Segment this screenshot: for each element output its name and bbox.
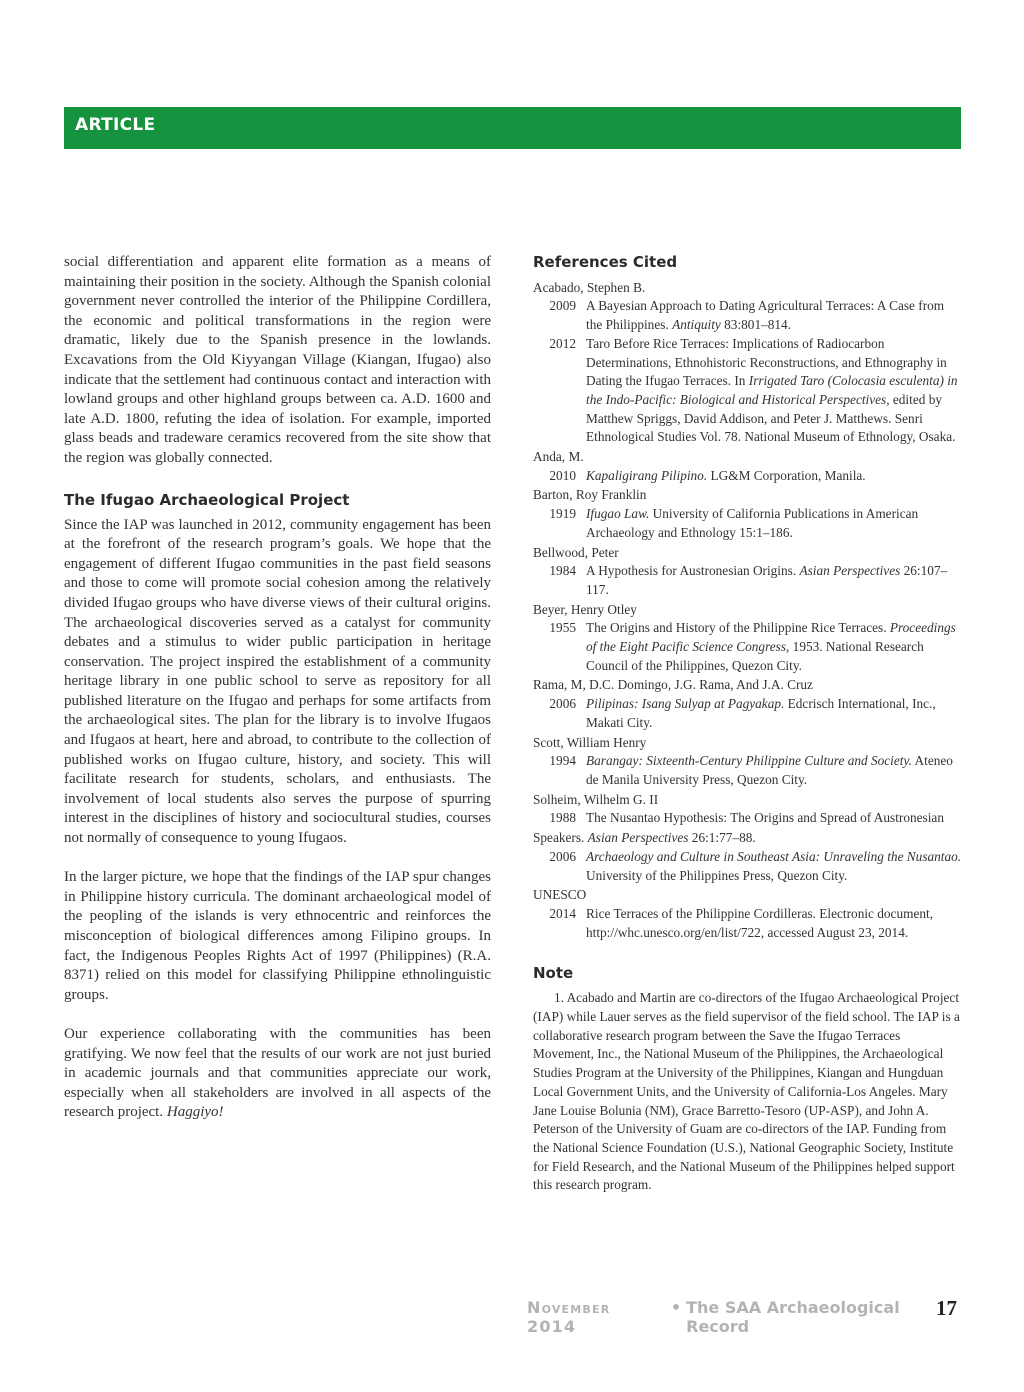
reference-text bbox=[586, 505, 962, 542]
reference-speakers-prefix: Speakers. bbox=[533, 830, 585, 846]
reference-year: 1955 bbox=[549, 620, 576, 636]
reference-author bbox=[533, 829, 962, 848]
reference-entry bbox=[533, 695, 962, 732]
reference-text bbox=[586, 695, 962, 732]
reference-year: 1988 bbox=[549, 810, 576, 826]
reference-author: Anda, M. bbox=[533, 449, 584, 465]
reference-entry bbox=[533, 752, 962, 789]
reference-details: 83:801–814. bbox=[724, 317, 792, 333]
reference-details: Ateneo de Manila University Press, Quezon City. bbox=[586, 753, 953, 787]
closing-paragraph bbox=[64, 1025, 491, 1123]
reference-details: University of the Philippines Press, Quezon City. bbox=[586, 867, 848, 883]
reference-text bbox=[586, 562, 962, 599]
reference-text bbox=[586, 467, 962, 486]
reference-details: Edcrisch International, Inc., Makati City. bbox=[586, 696, 936, 730]
reference-year: 2006 bbox=[549, 696, 576, 712]
intro-paragraph: social differentiation and apparent elite formation as a means of maintaining their position in the society. Although the Spanish colonial government never controlled the interior of the Philippine Cordillera, the economic and political transformations in the region were dramatic, likely due to the Spanish presence in the lowlands. Excavations from the Old Kiyyangan Village (Kiangan, Ifugao) also indicate that the settlement had continuous contact and interaction with lowland groups and other highland groups between ca. A.D. 1600 and late A.D. 1800, refuting the idea of isolation. For example, imported glass beads and tradeware ceramics recovered from the site show that the region was globally connected. bbox=[64, 254, 491, 466]
closing-word: Haggiyo! bbox=[166, 1104, 224, 1121]
reference-list bbox=[533, 279, 962, 828]
reference-text bbox=[586, 297, 962, 334]
reference-title: A Hypothesis for Austronesian Origins. bbox=[586, 563, 797, 579]
reference-entry bbox=[533, 809, 962, 828]
reference-text bbox=[586, 905, 962, 942]
reference-title: Taro Before Rice Terraces: Implications of Radiocarbon Determinations, Ethnohistoric Reconstructions, and Ethnography in Dating the Ifugao Terraces. In bbox=[586, 335, 947, 389]
reference-entry bbox=[533, 335, 962, 447]
reference-author: Bellwood, Peter bbox=[533, 544, 619, 560]
reference-text bbox=[586, 809, 962, 828]
reference-details: LG&M Corporation, Manila. bbox=[710, 467, 866, 483]
reference-title: The Origins and History of the Philippine Rice Terraces. bbox=[586, 620, 887, 636]
reference-author: Rama, M, D.C. Domingo, J.G. Rama, And J.A. Cruz bbox=[533, 677, 813, 693]
reference-entry bbox=[533, 619, 962, 675]
reference-title: Rice Terraces of the Philippine Cordilleras. Electronic document, http://whc.unesco.org/en/list/722, accessed August 23, 2014. bbox=[586, 905, 934, 940]
reference-author: Barton, Roy Franklin bbox=[533, 487, 647, 503]
reference-title: The Nusantao Hypothesis: The Origins and Spread of Austronesian bbox=[586, 810, 944, 826]
reference-year: 2006 bbox=[549, 848, 576, 864]
reference-year: 2012 bbox=[549, 335, 576, 351]
reference-italic: Proceedings of the Eight Pacific Science Congress, bbox=[586, 620, 956, 655]
page-footer bbox=[527, 1296, 967, 1336]
reference-entry bbox=[533, 505, 962, 542]
reference-year: 2010 bbox=[549, 467, 576, 483]
reference-text bbox=[586, 335, 962, 447]
reference-entry bbox=[533, 562, 962, 599]
footer-publication: The SAA Archaeological Record bbox=[686, 1298, 900, 1336]
reference-entry bbox=[533, 467, 962, 486]
reference-year: 1919 bbox=[549, 506, 576, 522]
reference-year: 1984 bbox=[549, 563, 576, 579]
right-column bbox=[533, 253, 962, 1195]
reference-entry bbox=[533, 905, 962, 942]
reference-details: edited by Matthew Spriggs, David Addison, and Peter J. Matthews. Senri Ethnological Studies Vol. 78. National Museum of Ethnology, Osaka. bbox=[586, 391, 956, 445]
closing-text: Our experience collaborating with the communities has been gratifying. We now feel that the results of our work are not just buried in academic journals and that communities appreciate our work, especially when all stakeholders are involved in all aspects of the research project. bbox=[64, 1025, 491, 1121]
left-column bbox=[64, 253, 491, 1123]
footer-month-year: November 2014 bbox=[527, 1298, 611, 1336]
reference-text bbox=[586, 619, 962, 675]
reference-author: Scott, William Henry bbox=[533, 734, 647, 750]
section-banner bbox=[64, 107, 961, 149]
reference-details: 1953. National Research Council of the Philippines, Quezon City. bbox=[586, 639, 924, 673]
reference-text bbox=[586, 752, 962, 789]
reference-details: 26:107–117. bbox=[586, 563, 948, 597]
reference-italic: Ifugao Law. bbox=[586, 506, 650, 522]
reference-year: 2009 bbox=[549, 298, 576, 314]
reference-italic: Asian Perspectives bbox=[799, 563, 901, 579]
reference-list-continued bbox=[533, 848, 962, 943]
section-heading: The Ifugao Archaeological Project bbox=[64, 490, 350, 509]
references-section bbox=[533, 253, 962, 942]
reference-details: University of California Publications in American Archaeology and Ethnology 15:1–186. bbox=[586, 506, 919, 540]
reference-italic: Kapaligirang Pilipino. bbox=[586, 467, 708, 483]
body-paragraph: In the larger picture, we hope that the findings of the IAP spur changes in Philippine history curricula. The dominant archaeological model of the peopling of the islands is very ethnocentric and reinforces the misconception of biological differences among Filipino groups. In fact, the Indigenous Peoples Rights Act of 1997 (Philippines) (R.A. 8371) relied on this model for classifying Philippine ethnolinguistic groups. bbox=[64, 869, 491, 1003]
reference-author: Solheim, Wilhelm G. II bbox=[533, 791, 659, 807]
reference-title: A Bayesian Approach to Dating Agricultural Terraces: A Case from the Philippines. bbox=[586, 298, 945, 333]
reference-year: 2014 bbox=[549, 905, 576, 921]
section-label: ARTICLE bbox=[75, 115, 156, 135]
reference-italic: Pilipinas: Isang Sulyap at Pagyakap. bbox=[586, 696, 785, 712]
footer-bullet: • bbox=[670, 1298, 682, 1317]
references-heading: References Cited bbox=[533, 253, 678, 271]
note-text: 1. Acabado and Martin are co-directors of the Ifugao Archaeological Project (IAP) while Lauer serves as the field supervisor of the field school. The IAP is a collaborative research program between the Save the Ifugao Terraces Movement, Inc., the National Museum of the Philippines, the Archaeological Studies Program at the University of the Philippines, Kiangan and Hungduan Local Government Units, and the University of California-Los Angeles. Mary Jane Louise Bolunia (NM), Grace Barretto-Tesoro (UP-ASP), and John A. Peterson of the University of Guam are co-directors of the IAP. Funding from the National Science Foundation (U.S.), National Geographic Society, Institute for Field Research, and the National Museum of the Philippines helped support this research program. bbox=[533, 990, 960, 1193]
reference-italic: Antiquity bbox=[672, 317, 721, 333]
reference-author: Beyer, Henry Otley bbox=[533, 601, 637, 617]
reference-author: Acabado, Stephen B. bbox=[533, 279, 646, 295]
reference-entry bbox=[533, 297, 962, 334]
reference-author: UNESCO bbox=[533, 887, 587, 903]
body-paragraph: Since the IAP was launched in 2012, community engagement has been at the forefront of the research program’s goals. We hope that the engagement of different Ifugao communities in the past field seasons and those to come will promote social cohesion among the relatively divided Ifugao groups who have diverse views of their cultural origins. The archaeological discoveries served as a catalyst for community debates and a stimulus to wider public participation in heritage conservation. The project inspired the establishment of a community heritage library in one public school to serve as repository for all published literature on the Ifugao and perhaps for some artifacts from the archaeological sites. The plan for the library is to involve Ifugaos and Ifugaos at heart, here and abroad, to contribute to the collection of published works on Ifugao culture, history, and society. This will facilitate research for students, scholars, and enthusiasts. The involvement of local students also serves the purpose of spurring interest in the disciplines of history and sociocultural studies, courses not normally of consequence to young Ifugaos. bbox=[64, 516, 491, 847]
note-heading: Note bbox=[533, 964, 574, 983]
page-number: 17 bbox=[936, 1296, 957, 1320]
reference-text bbox=[586, 848, 962, 885]
reference-entry bbox=[533, 848, 962, 885]
reference-italic: Irrigated Taro (Colocasia esculenta) in the Indo-Pacific: Biological and Historical Perspectives, bbox=[586, 373, 958, 407]
reference-year: 1994 bbox=[549, 753, 576, 769]
reference-speakers-after: 26:1:77–88. bbox=[691, 830, 756, 846]
reference-speakers-italic: Asian Perspectives bbox=[587, 830, 689, 846]
reference-italic: Barangay: Sixteenth-Century Philippine Culture and Society. bbox=[586, 753, 912, 769]
reference-italic: Archaeology and Culture in Southeast Asia: Unraveling the Nusantao. bbox=[586, 848, 962, 864]
